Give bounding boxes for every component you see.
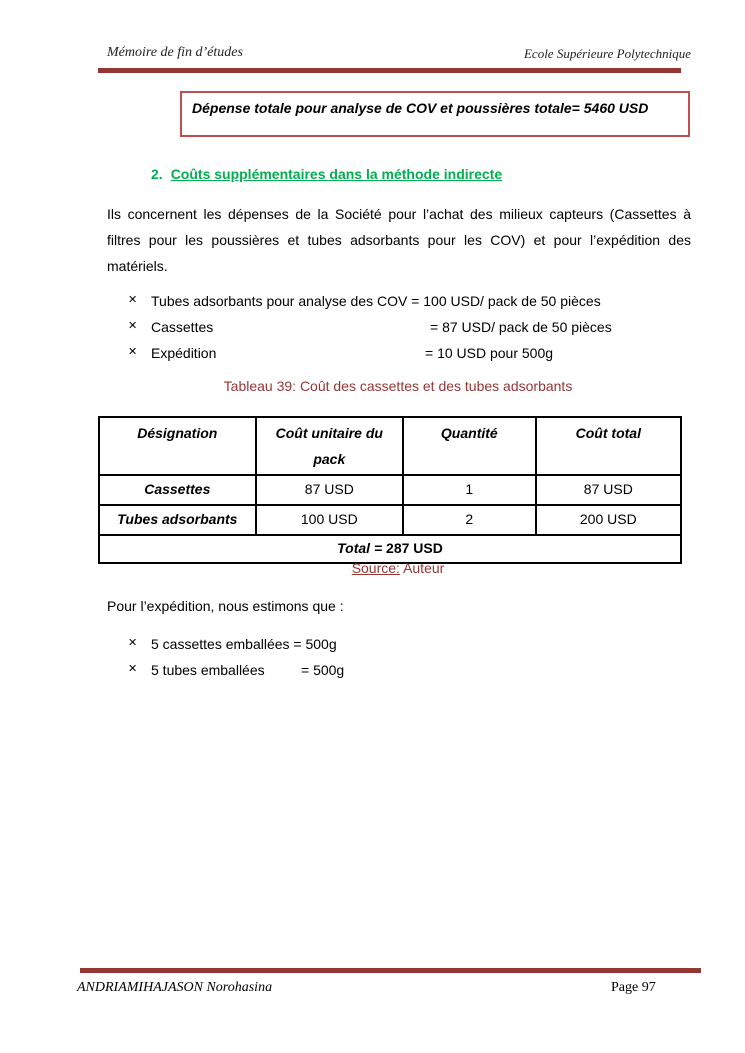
cost-table <box>98 416 682 564</box>
footer-author: ANDRIAMIHAJASON Norohasina <box>77 980 273 995</box>
table-header-row <box>99 417 681 475</box>
total-value: 287 USD <box>386 540 443 556</box>
x-mark-icon: ✕ <box>128 346 138 358</box>
x-mark-icon: ✕ <box>128 294 138 306</box>
bullet-label: Tubes adsorbants pour analyse des COV = 100 USD/ pack de 50 pièces <box>151 293 601 309</box>
table-cell: Cassettes <box>99 475 256 505</box>
bullet-label: 5 cassettes emballées = 500g <box>151 636 337 652</box>
page-number: Page 97 <box>611 980 656 995</box>
table-row <box>99 475 681 505</box>
column-header: Coût total <box>536 417 681 475</box>
total-expense-callout <box>180 91 690 137</box>
x-mark-icon: ✕ <box>128 663 138 675</box>
table-total-row <box>99 535 681 563</box>
table-cell: Tubes adsorbants <box>99 505 256 535</box>
bullet-value: = 87 USD/ pack de 50 pièces <box>430 319 612 335</box>
column-header: Quantité <box>403 417 536 475</box>
total-cell <box>99 535 681 563</box>
bullet-label: 5 tubes emballées <box>151 662 265 678</box>
total-label: Total = <box>337 540 383 556</box>
column-header: Désignation <box>99 417 256 475</box>
section-title: Coûts supplémentaires dans la méthode indirecte <box>170 166 503 182</box>
header-right-title: Ecole Supérieure Polytechnique <box>523 46 691 61</box>
bullet-label: Cassettes <box>151 319 214 335</box>
header-divider <box>98 68 681 73</box>
table-cell: 200 USD <box>536 505 681 535</box>
section-number: 2. <box>151 166 163 182</box>
bullet-value: = 500g <box>301 662 345 678</box>
table-source <box>0 560 745 576</box>
x-mark-icon: ✕ <box>128 320 138 332</box>
x-mark-icon: ✕ <box>128 637 138 649</box>
source-label: Source: <box>351 560 400 576</box>
column-header: Coût unitaire du pack <box>256 417 403 475</box>
table-cell: 100 USD <box>256 505 403 535</box>
table-cell: 1 <box>403 475 536 505</box>
table-row <box>99 505 681 535</box>
bullet-label: Expédition <box>151 345 217 361</box>
table-cell: 87 USD <box>256 475 403 505</box>
callout-text: Dépense totale pour analyse de COV et poussières totale= 5460 USD <box>192 100 649 116</box>
section-heading <box>151 166 502 182</box>
source-value: Auteur <box>403 560 445 576</box>
footer-divider <box>80 968 701 973</box>
table-cell: 2 <box>403 505 536 535</box>
header-left-title: Mémoire de fin d’études <box>107 45 243 60</box>
table-caption: Tableau 39: Coût des cassettes et des tubes adsorbants <box>223 378 573 394</box>
bullet-value: = 10 USD pour 500g <box>425 345 554 361</box>
shipping-paragraph: Pour l’expédition, nous estimons que : <box>107 598 344 614</box>
intro-paragraph: Ils concernent les dépenses de la Société pour l’achat des milieux capteurs (Cassettes à filtres pour les poussières et tubes adsorbants pour les COV) et pour l’expédition des matériels. <box>107 206 691 274</box>
table-cell: 87 USD <box>536 475 681 505</box>
